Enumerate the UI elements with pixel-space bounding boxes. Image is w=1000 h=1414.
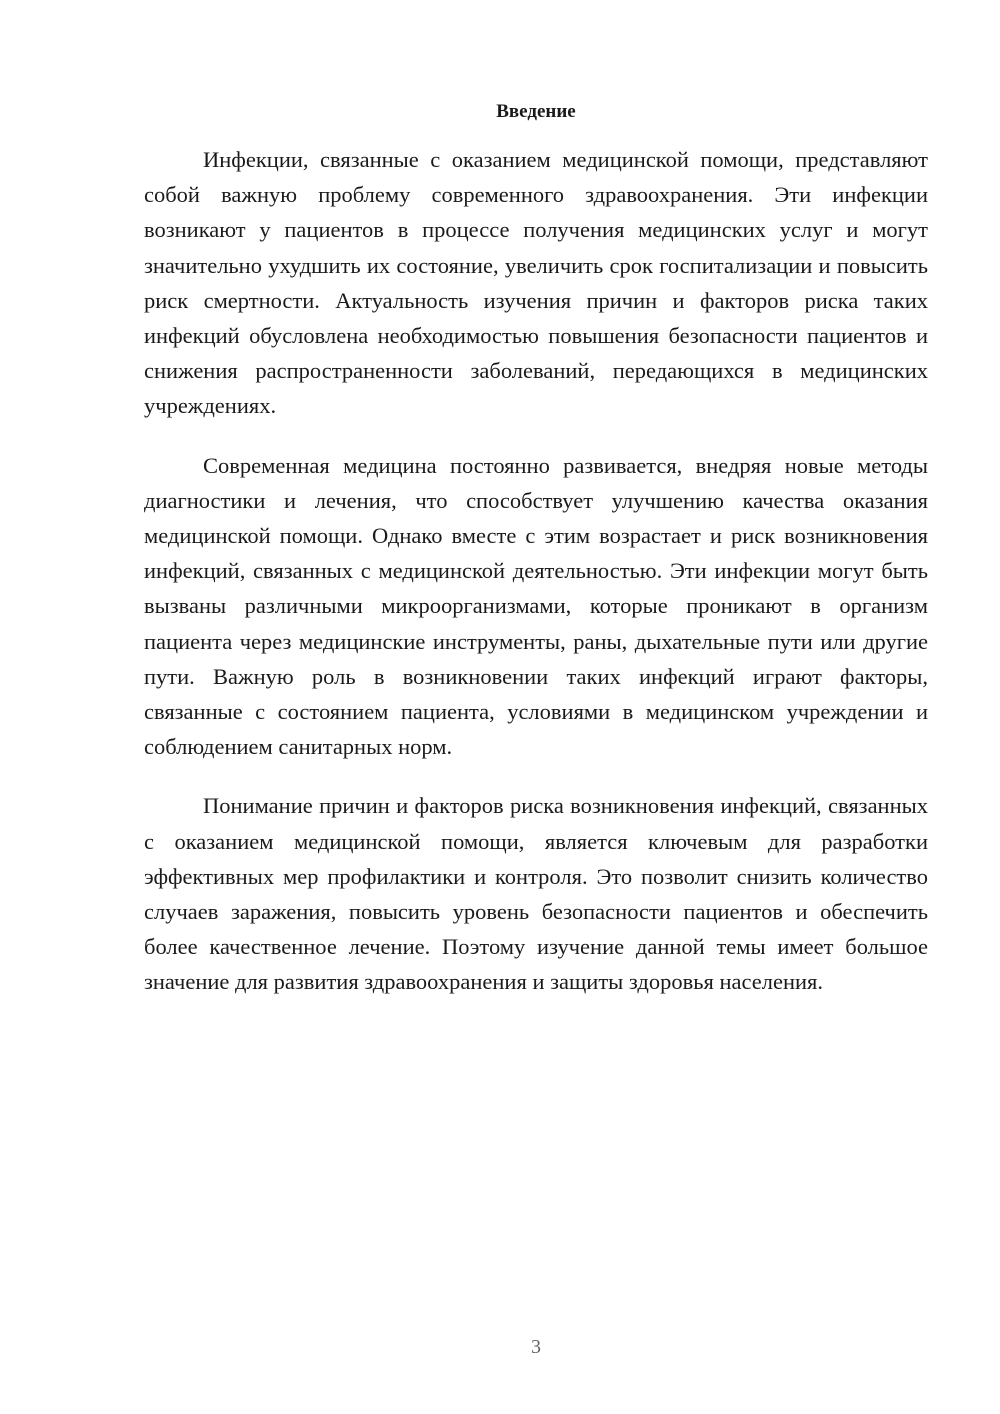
page-number: 3	[531, 1336, 541, 1358]
section-heading: Введение	[496, 101, 576, 122]
paragraph-1: Инфекции, связанные с оказанием медицинской помощи, представляют собой важную проблему современного здравоохранения. Эти инфекции возникают у пациентов в процессе получения медицинских услуг и могут значительно ухудшить их состояние, увеличить срок госпитализации и повысить риск смертности. Актуальность изучения причин и факторов риска таких инфекций обусловлена необходимостью повышения безопасности пациентов и снижения распространенности заболеваний, передающихся в медицинских учреждениях.	[144, 147, 928, 419]
paragraph-2: Современная медицина постоянно развивается, внедряя новые методы диагностики и лечения, что способствует улучшению качества оказания медицинской помощи. Однако вместе с этим возрастает и риск возникновения инфекций, связанных с медицинской деятельностью. Эти инфекции могут быть вызваны различными микроорганизмами, которые проникают в организм пациента через медицинские инструменты, раны, дыхательные пути или другие пути. Важную роль в возникновении таких инфекций играют факторы, связанные с состоянием пациента, условиями в медицинском учреждении и соблюдением санитарных норм.	[144, 452, 928, 760]
body-text	[144, 142, 928, 1024]
paragraph-3: Понимание причин и факторов риска возникновения инфекций, связанных с оказанием медицинской помощи, является ключевым для разработки эффективных мер профилактики и контроля. Это позволит снизить количество случаев заражения, повысить уровень безопасности пациентов и обеспечить более качественное лечение. Поэтому изучение данной темы имеет большое значение для развития здравоохранения и защиты здоровья населения.	[144, 793, 928, 995]
